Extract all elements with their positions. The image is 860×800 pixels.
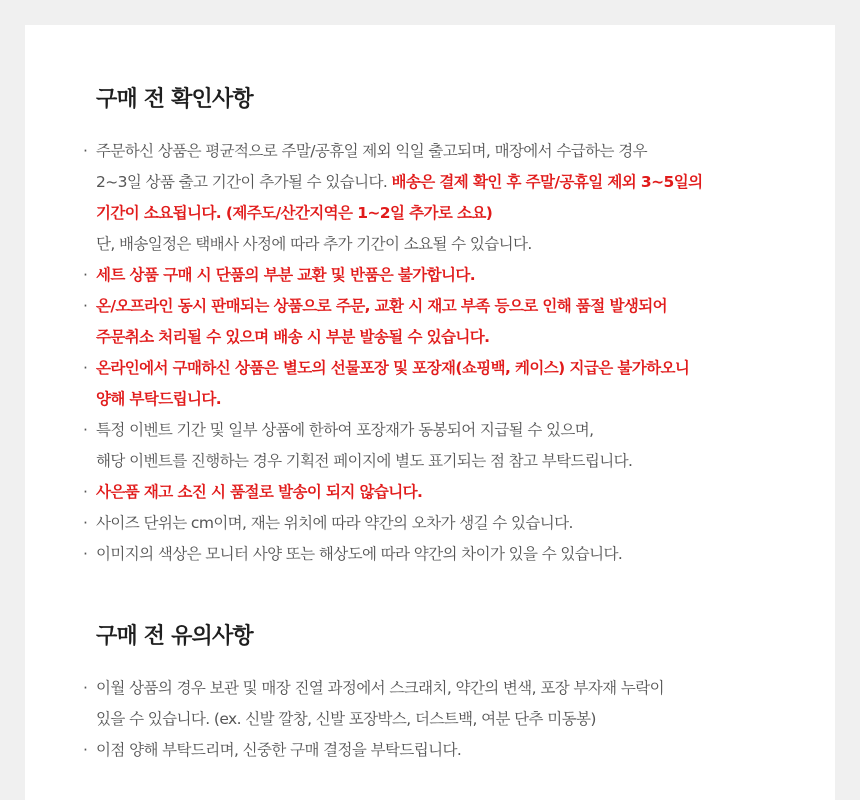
- purchase-check-section: [96, 85, 796, 570]
- item-line: · 온/오프라인 동시 판매되는 상품으로 주문, 교환 시 재고 부족 등으로 인해 품절 발생되어: [96, 297, 667, 315]
- item-line: · 특정 이벤트 기간 및 일부 상품에 한하여 포장재가 동봉되어 지급될 수 있으며,: [96, 421, 594, 439]
- item-line: · 사이즈 단위는 cm이며, 재는 위치에 따라 약간의 오차가 생길 수 있습니다.: [96, 514, 573, 532]
- purchase-caution-section: [96, 622, 796, 766]
- section-title-check: 구매 전 확인사항: [96, 87, 253, 112]
- caution-list: [96, 673, 796, 766]
- list-item: [96, 539, 796, 570]
- item-line: 양해 부탁드립니다.: [96, 390, 222, 408]
- item-line: · 이미지의 색상은 모니터 사양 또는 해상도에 따라 약간의 차이가 있을 수 있습니다.: [96, 545, 623, 563]
- list-item: [96, 291, 796, 353]
- item-line: [96, 167, 796, 198]
- item-line: 단, 배송일정은 택배사 사정에 따라 추가 기간이 소요될 수 있습니다.: [96, 235, 532, 253]
- item-line: 해당 이벤트를 진행하는 경우 기획전 페이지에 별도 표기되는 점 참고 부탁드립니다.: [96, 452, 633, 470]
- section-title-caution: 구매 전 유의사항: [96, 624, 253, 649]
- list-item: [96, 735, 796, 766]
- item-line: 있을 수 있습니다. (ex. 신발 깔창, 신발 포장박스, 더스트백, 여분 단추 미동봉): [96, 710, 596, 728]
- check-list: [96, 136, 796, 570]
- list-item: [96, 415, 796, 477]
- list-item: [96, 508, 796, 539]
- list-item: [96, 477, 796, 508]
- highlight-line: 기간이 소요됩니다. (제주도/산간지역은 1~2일 추가로 소요): [96, 204, 493, 222]
- item-line: · 이점 양해 부탁드리며, 신중한 구매 결정을 부탁드립니다.: [96, 741, 462, 759]
- item-line: 주문취소 처리될 수 있으며 배송 시 부분 발송될 수 있습니다.: [96, 328, 490, 346]
- notice-card: [25, 25, 835, 800]
- item-line: · 세트 상품 구매 시 단품의 부분 교환 및 반품은 불가합니다.: [96, 266, 476, 284]
- list-item: [96, 673, 796, 735]
- item-line: · 이월 상품의 경우 보관 및 매장 진열 과정에서 스크래치, 약간의 변색, 포장 부자재 누락이: [96, 679, 664, 697]
- highlight-text: 배송은 결제 확인 후 주말/공휴일 제외 3~5일의: [391, 173, 703, 191]
- list-item: [96, 353, 796, 415]
- item-line: · 온라인에서 구매하신 상품은 별도의 선물포장 및 포장재(쇼핑백, 케이스) 지급은 불가하오니: [96, 359, 690, 377]
- list-item: [96, 260, 796, 291]
- item-line: · 주문하신 상품은 평균적으로 주말/공휴일 제외 익일 출고되며, 매장에서 수급하는 경우: [96, 142, 647, 160]
- list-item: [96, 136, 796, 260]
- item-text: 2~3일 상품 출고 기간이 추가될 수 있습니다.: [96, 173, 392, 191]
- item-line: · 사은품 재고 소진 시 품절로 발송이 되지 않습니다.: [96, 483, 423, 501]
